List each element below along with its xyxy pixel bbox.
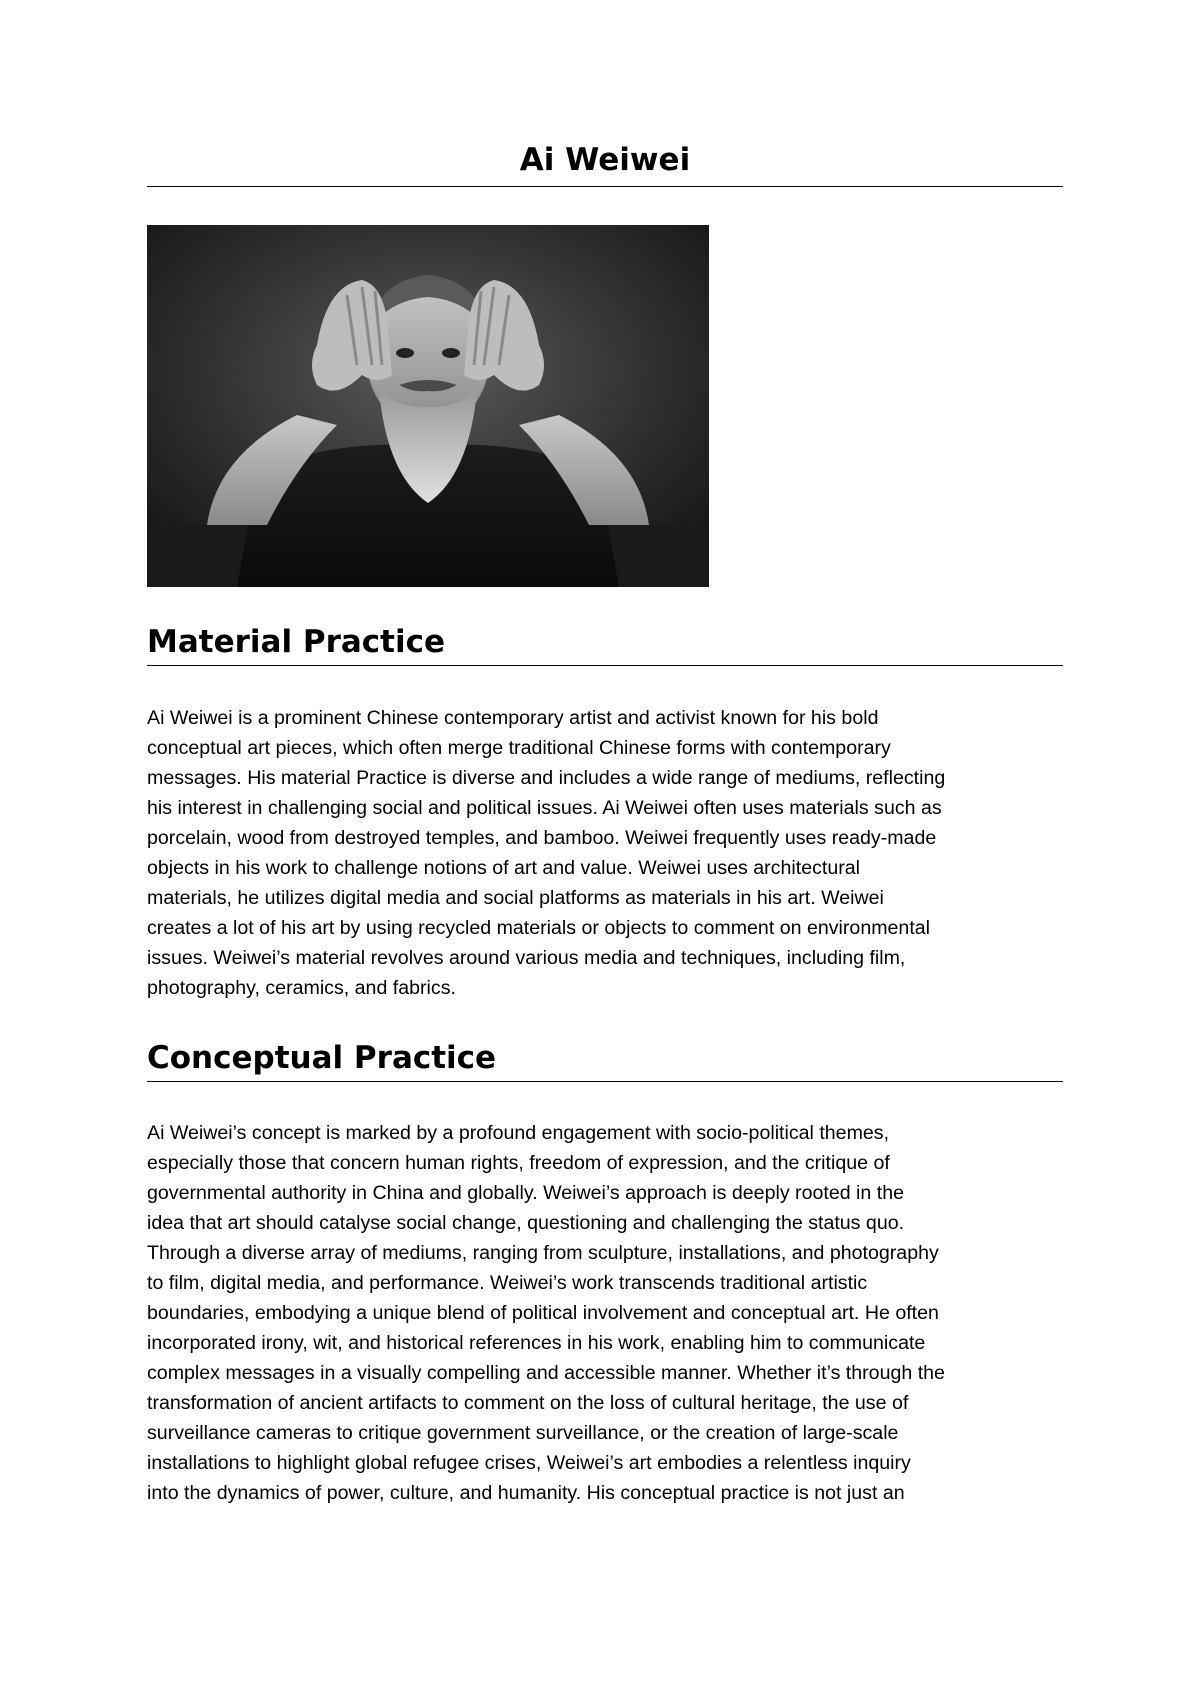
paragraph-line: messages. His material Practice is diverse and includes a wide range of mediums, reflecting bbox=[147, 767, 946, 789]
paragraph-line: complex messages in a visually compelling and accessible manner. Whether it’s through the bbox=[147, 1362, 945, 1384]
paragraph-line: idea that art should catalyse social change, questioning and challenging the status quo. bbox=[147, 1212, 905, 1234]
document-title: Ai Weiwei bbox=[519, 142, 691, 178]
title-rule bbox=[147, 186, 1063, 187]
paragraph-line: to film, digital media, and performance. Weiwei’s work transcends traditional artistic bbox=[147, 1272, 868, 1294]
paragraph-line: surveillance cameras to critique government surveillance, or the creation of large-scale bbox=[147, 1422, 899, 1444]
paragraph-line: Ai Weiwei is a prominent Chinese contemporary artist and activist known for his bold bbox=[147, 707, 879, 729]
section-rule bbox=[147, 665, 1063, 666]
paragraph-line: materials, he utilizes digital media and social platforms as materials in his art. Weiwei bbox=[147, 887, 884, 909]
paragraph-line: conceptual art pieces, which often merge traditional Chinese forms with contemporary bbox=[147, 737, 891, 759]
paragraph-line: especially those that concern human rights, freedom of expression, and the critique of bbox=[147, 1152, 890, 1174]
material-practice-paragraph bbox=[147, 703, 1063, 1003]
paragraph-line: incorporated irony, wit, and historical references in his work, enabling him to communicate bbox=[147, 1332, 926, 1354]
section-heading-material-practice: Material Practice bbox=[147, 624, 446, 660]
paragraph-line: porcelain, wood from destroyed temples, and bamboo. Weiwei frequently uses ready-made bbox=[147, 827, 937, 849]
paragraph-line: creates a lot of his art by using recycled materials or objects to comment on environmental bbox=[147, 917, 931, 939]
paragraph-line: objects in his work to challenge notions of art and value. Weiwei uses architectural bbox=[147, 857, 861, 879]
paragraph-line: Through a diverse array of mediums, ranging from sculpture, installations, and photography bbox=[147, 1242, 939, 1264]
paragraph-line: his interest in challenging social and political issues. Ai Weiwei often uses materials such as bbox=[147, 797, 942, 819]
paragraph-line: photography, ceramics, and fabrics. bbox=[147, 977, 456, 999]
portrait-photo-icon bbox=[147, 225, 709, 587]
paragraph-line: transformation of ancient artifacts to comment on the loss of cultural heritage, the use of bbox=[147, 1392, 909, 1414]
section-rule bbox=[147, 1081, 1063, 1082]
paragraph-line: boundaries, embodying a unique blend of political involvement and conceptual art. He often bbox=[147, 1302, 939, 1324]
conceptual-practice-paragraph bbox=[147, 1118, 1063, 1508]
paragraph-line: installations to highlight global refugee crises, Weiwei’s art embodies a relentless inquiry bbox=[147, 1452, 911, 1474]
paragraph-line: into the dynamics of power, culture, and humanity. His conceptual practice is not just an bbox=[147, 1482, 905, 1504]
paragraph-line: issues. Weiwei’s material revolves around various media and techniques, including film, bbox=[147, 947, 906, 969]
paragraph-line: governmental authority in China and globally. Weiwei’s approach is deeply rooted in the bbox=[147, 1182, 904, 1204]
paragraph-line: Ai Weiwei’s concept is marked by a profound engagement with socio-political themes, bbox=[147, 1122, 890, 1144]
section-heading-conceptual-practice: Conceptual Practice bbox=[147, 1040, 497, 1076]
